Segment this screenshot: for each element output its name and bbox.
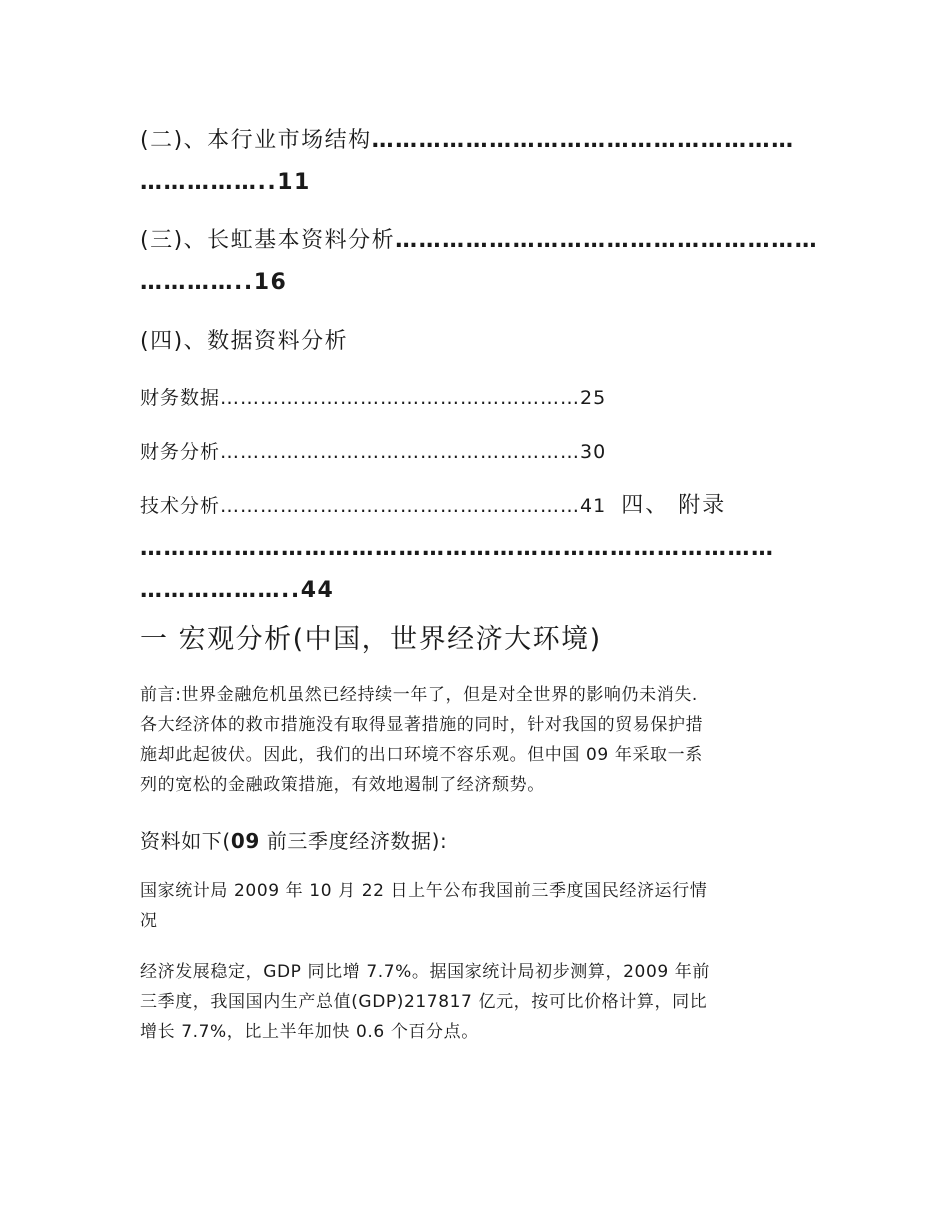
toc-leader-dots: ……………………………………………… [371, 128, 795, 153]
section-heading: 一 宏观分析(中国，世界经济大环境) [140, 624, 602, 655]
paragraph-line: 国家统计局 2009 年 10 月 22 日上午公布我国前三季度国民经济运行情 [140, 881, 708, 901]
paragraph-line: 各大经济体的救市措施没有取得显著措施的同时，针对我国的贸易保护措 [140, 715, 704, 735]
toc-appendix-title: 四、 附录 [621, 493, 727, 518]
toc-item-title: (二)、本行业市场结构 [140, 128, 372, 153]
toc-leader-dots: ……………………………………………… [220, 441, 581, 463]
intro-paragraph [140, 680, 820, 800]
toc-leader-dots: ……………………………………………… [395, 228, 819, 253]
toc-item-market-structure[interactable] [140, 120, 820, 204]
toc-item-title: (三)、长虹基本资料分析 [140, 228, 396, 253]
data-heading: 资料如下(09 前三季度经济数据): [140, 829, 448, 853]
toc-item-changhong-analysis[interactable] [140, 220, 820, 304]
toc-leader-dots: ……………………………………………… [220, 387, 581, 409]
toc-page-number: 41 [580, 495, 607, 517]
toc-item-title: (四)、数据资料分析 [140, 329, 349, 354]
toc-leader-dots: ……………….. [140, 578, 301, 603]
paragraph-line: 经济发展稳定，GDP 同比增 7.7%。据国家统计局初步测算，2009 年前 [140, 962, 710, 982]
gdp-paragraph [140, 957, 820, 1047]
toc-page-number: 25 [580, 387, 607, 409]
toc-item-appendix[interactable] [140, 528, 820, 612]
toc-subitem-label: 技术分析 [140, 495, 221, 517]
toc-leader-dots: ……………………………………………………………………… [140, 536, 775, 561]
toc-subitem-label: 财务数据 [140, 387, 221, 409]
bureau-paragraph [140, 876, 820, 936]
paragraph-line: 增长 7.7%，比上半年加快 0.6 个百分点。 [140, 1022, 479, 1042]
toc-leader-dots: …………….. [140, 170, 278, 195]
toc-leader-dots: ………….. [140, 270, 254, 295]
paragraph-line: 列的宽松的金融政策措施，有效地遏制了经济颓势。 [140, 775, 545, 795]
paragraph-line: 三季度，我国国内生产总值(GDP)217817 亿元，按可比价格计算，同比 [140, 992, 708, 1012]
paragraph-line: 施却此起彼伏。因此，我们的出口环境不容乐观。但中国 09 年采取一系 [140, 745, 703, 765]
toc-leader-dots: ……………………………………………… [220, 495, 581, 517]
toc-subitem-technical-analysis[interactable] [140, 491, 820, 521]
toc-item-data-analysis[interactable] [140, 321, 820, 363]
toc-subitem-financial-data[interactable] [140, 383, 820, 413]
toc-subitem-financial-analysis[interactable] [140, 437, 820, 467]
paragraph-line: 前言:世界金融危机虽然已经持续一年了，但是对全世界的影响仍未消失. [140, 685, 698, 705]
toc-page-number: 16 [253, 270, 288, 295]
toc-page-number: 44 [300, 578, 335, 603]
toc-page-number: 30 [580, 441, 607, 463]
toc-page-number: 11 [277, 170, 311, 195]
paragraph-line: 况 [140, 911, 158, 931]
toc-subitem-label: 财务分析 [140, 441, 221, 463]
